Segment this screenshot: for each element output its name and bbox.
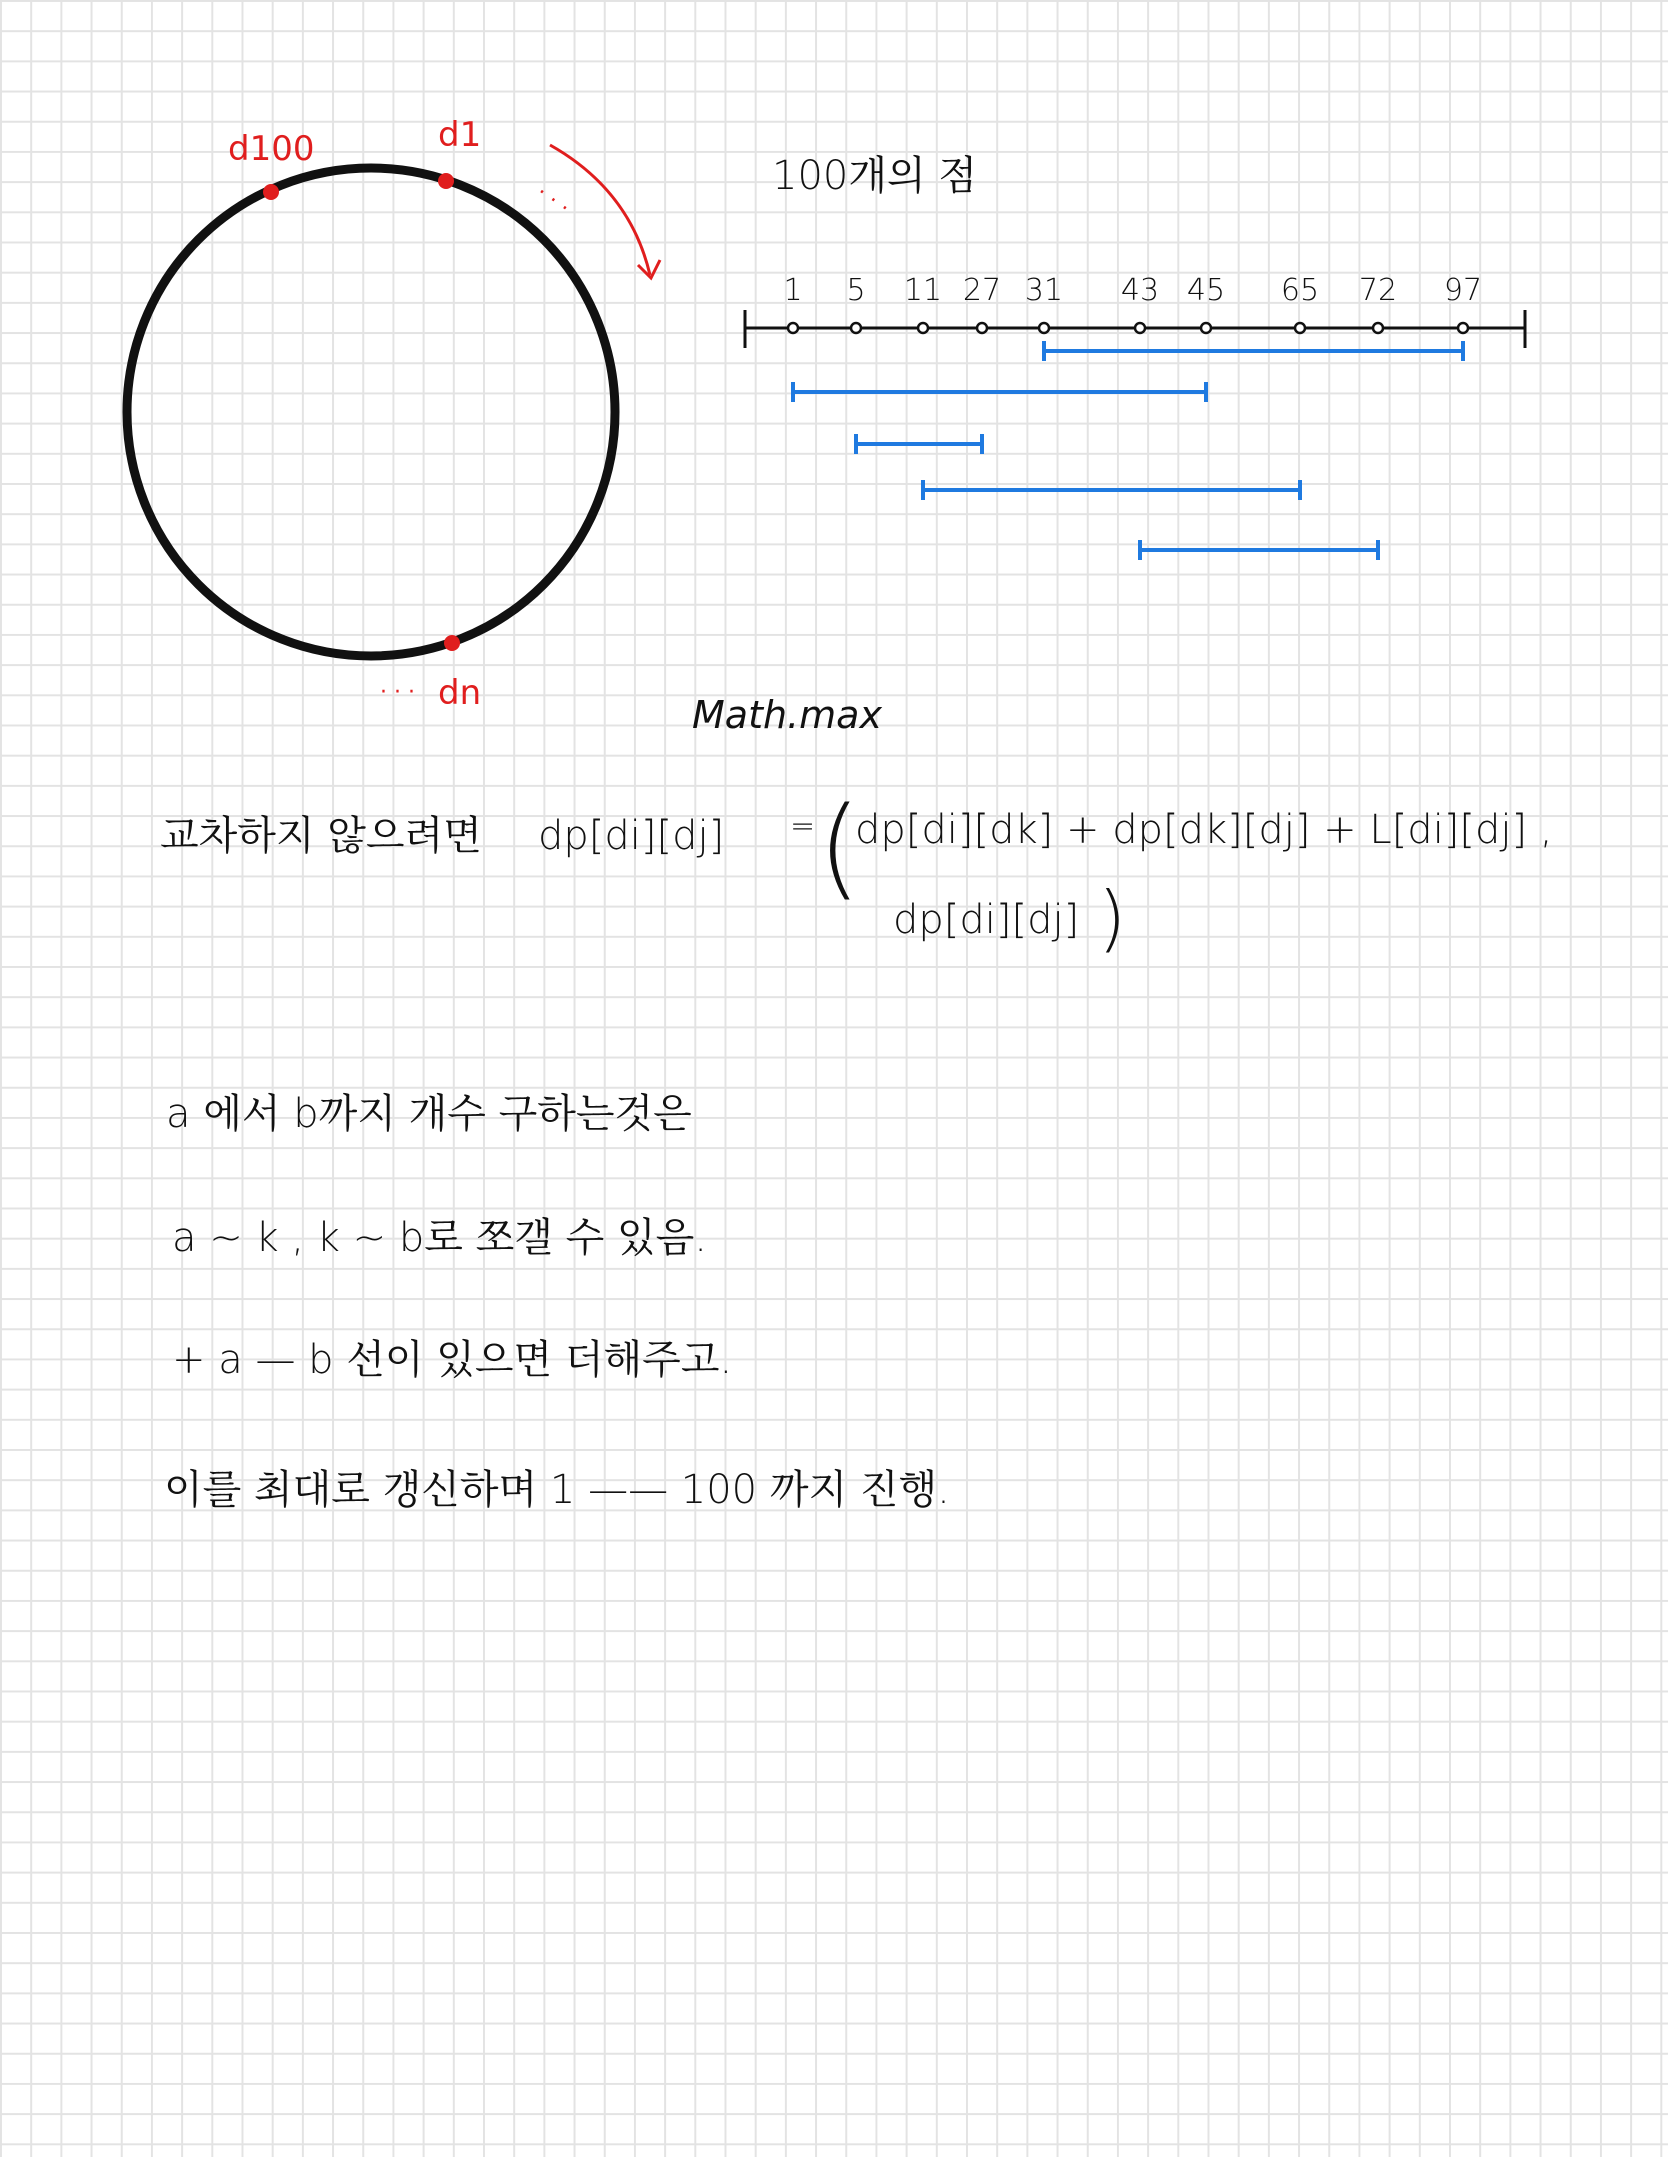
point-label-45: 45 [1186,273,1226,308]
formula-close-paren: ) [1098,876,1127,960]
dots-top: · · · [531,180,575,221]
note-line-2: a ~ k , k ~ b로 쪼갤 수 있음. [172,1215,707,1261]
point-mark-1 [788,323,798,333]
interval-segments [793,341,1463,560]
point-mark-43 [1135,323,1145,333]
number-line-marks [783,273,1482,333]
point-d100 [263,184,279,200]
label-d100: d100 [228,129,315,169]
dots-bottom: · · · [380,680,415,705]
point-label-27: 27 [962,273,1002,308]
circle [127,168,615,656]
point-label-97: 97 [1443,273,1483,308]
point-label-65: 65 [1280,273,1320,308]
label-dn: dn [438,673,482,713]
point-mark-11 [918,323,928,333]
point-mark-5 [851,323,861,333]
note-line-3: + a — b 선이 있으면 더해주고. [172,1337,733,1383]
point-dn [444,635,460,651]
formula-rhs-line1: dp[di][dk] + dp[dk][dj] + L[di][dj] , [855,807,1553,853]
note-line-4: 이를 최대로 갱신하며 1 —— 100 까지 진행. [164,1467,950,1513]
point-mark-27 [977,323,987,333]
point-label-11: 11 [903,273,943,308]
point-mark-65 [1295,323,1305,333]
point-label-31: 31 [1024,273,1064,308]
points-title: 100개의 점 [772,153,977,199]
formula-rhs-line2: dp[di][dj] [893,897,1080,943]
interval-1-45 [793,382,1206,402]
formula-lhs: dp[di][dj] [538,813,725,859]
interval-43-72 [1140,540,1378,560]
note-line-1: a 에서 b까지 개수 구하는것은 [166,1091,692,1137]
point-mark-31 [1039,323,1049,333]
point-label-5: 5 [846,273,866,308]
point-mark-97 [1458,323,1468,333]
point-label-72: 72 [1358,273,1398,308]
interval-5-27 [856,434,982,454]
point-label-43: 43 [1120,273,1160,308]
point-mark-45 [1201,323,1211,333]
interval-31-97 [1044,341,1463,361]
interval-11-65 [923,480,1300,500]
math-max-label: Math.max [692,693,882,737]
point-mark-72 [1373,323,1383,333]
point-d1 [438,173,454,189]
formula-open-paren: ( [818,783,861,911]
point-label-1: 1 [783,273,803,308]
label-d1: d1 [438,115,482,155]
formula-prefix: 교차하지 않으려면 [160,813,482,859]
formula-eq: = [790,809,816,844]
